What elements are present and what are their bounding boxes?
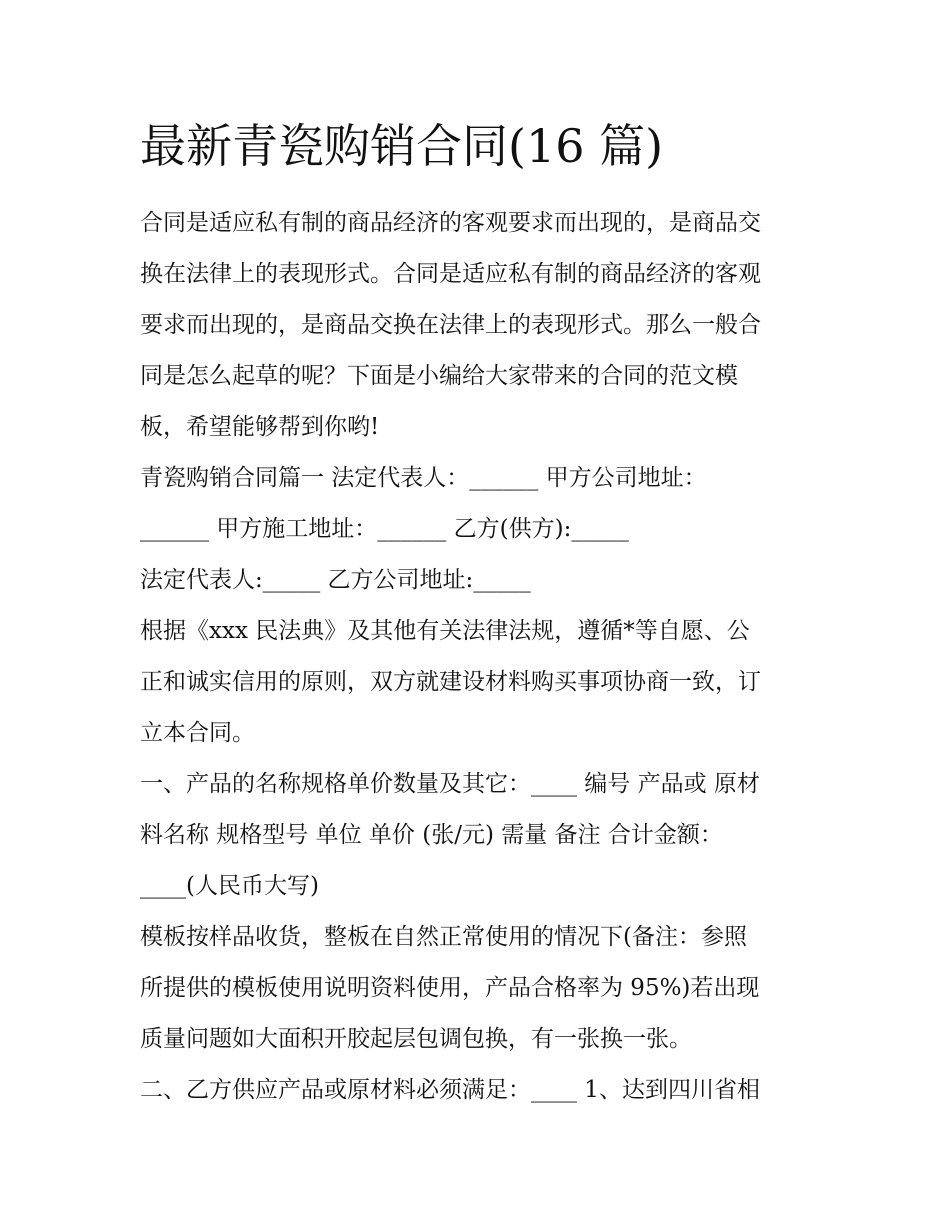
body-line: 合同是适应私有制的商品经济的客观要求而出现的，是商品交 <box>140 210 761 236</box>
body-line: 板，希望能够帮到你哟! <box>140 414 380 440</box>
body-line: 立本合同。 <box>140 720 255 746</box>
document-title: 最新青瓷购销合同(16 篇) <box>140 119 664 173</box>
body-line: 质量问题如大面积开胶起层包调包换，有一张换一张。 <box>140 1026 692 1052</box>
body-line: 青瓷购销合同篇一 法定代表人：______ 甲方公司地址： <box>140 465 707 491</box>
body-line: 正和诚实信用的原则，双方就建设材料购买事项协商一致，订 <box>140 669 761 695</box>
body-line: 料名称 规格型号 单位 单价 (张/元) 需量 备注 合计金额： <box>140 822 723 848</box>
body-line: ______ 甲方施工地址：______ 乙方(供方):_____ <box>140 516 629 542</box>
body-line: 所提供的模板使用说明资料使用，产品合格率为 95%)若出现 <box>140 975 760 1001</box>
body-line: 法定代表人:_____ 乙方公司地址:_____ <box>140 567 531 593</box>
body-line: 换在法律上的表现形式。合同是适应私有制的商品经济的客观 <box>140 261 761 287</box>
body-line: ____(人民币大写) <box>140 873 319 899</box>
body-line: 根据《xxx 民法典》及其他有关法律法规，遵循*等自愿、公 <box>140 618 750 644</box>
body-line: 同是怎么起草的呢？下面是小编给大家带来的合同的范文模 <box>140 363 738 389</box>
body-line: 二、乙方供应产品或原材料必须满足：____ 1、达到四川省相 <box>140 1077 760 1103</box>
body-line: 模板按样品收货，整板在自然正常使用的情况下(备注：参照 <box>140 924 747 950</box>
body-line: 一、产品的名称规格单价数量及其它：____ 编号 产品或 原材 <box>140 771 760 797</box>
body-line: 要求而出现的，是商品交换在法律上的表现形式。那么一般合 <box>140 312 761 338</box>
